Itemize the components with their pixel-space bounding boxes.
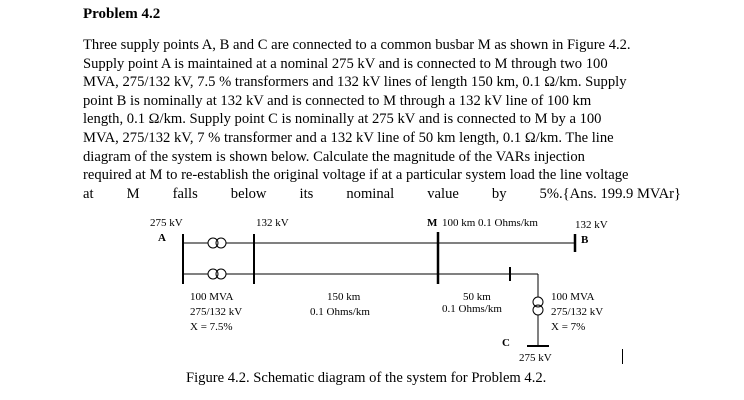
statement-last-line	[83, 185, 689, 204]
label-132kv-b: 132 kV	[575, 219, 608, 231]
label-mb-line: 100 km 0.1 Ohms/km	[442, 217, 538, 229]
statement-line: MVA, 275/132 kV, 7 % transformer and a 132 kV line of 50 km length, 0.1 Ω/km. The line	[83, 129, 614, 146]
label-c: C	[502, 337, 510, 349]
label-275kv-a: 275 kV	[150, 217, 183, 229]
problem-statement	[83, 36, 689, 203]
statement-line: Three supply points A, B and C are connected to a common busbar M as shown in Figure 4.2.	[83, 37, 631, 53]
problem-heading: Problem 4.2	[83, 6, 161, 22]
tx-a-reactance: X = 7.5%	[190, 321, 233, 333]
line-mc-length: 50 km	[463, 291, 491, 303]
tx-c-reactance: X = 7%	[551, 321, 586, 333]
statement-final-text: at M falls below its nominal value by 5%.	[83, 185, 563, 202]
label-275kv-c: 275 kV	[519, 352, 552, 364]
label-m: M	[427, 217, 438, 229]
statement-line: Supply point A is maintained at a nominal 275 kV and is connected to M through two 100	[83, 55, 608, 72]
answer-text: {Ans. 199.9 MVAr}	[562, 185, 681, 202]
label-b: B	[581, 234, 589, 246]
tx-c-rating: 100 MVA	[551, 291, 595, 303]
statement-line: point B is nominally at 132 kV and is connected to M through a 132 kV line of 100 km	[83, 92, 592, 109]
statement-line: length, 0.1 Ω/km. Supply point C is nominally at 275 kV and is connected to M by a 100	[83, 111, 602, 128]
figure-caption: Figure 4.2. Schematic diagram of the system for Problem 4.2.	[186, 370, 547, 386]
statement-line: diagram of the system is shown below. Calculate the magnitude of the VARs injection	[83, 148, 585, 165]
label-a: A	[158, 232, 166, 244]
line-mc-impedance: 0.1 Ohms/km	[442, 303, 502, 315]
label-132kv-left: 132 kV	[256, 217, 289, 229]
statement-line: MVA, 275/132 kV, 7.5 % transformers and 132 kV lines of length 150 km, 0.1 Ω/km. Supply	[83, 74, 627, 91]
statement-line: required at M to re-establish the original voltage if at a particular system load the line voltage	[83, 167, 629, 184]
tx-c-ratio: 275/132 kV	[551, 306, 604, 318]
line-am-impedance: 0.1 Ohms/km	[310, 306, 370, 318]
text-cursor	[622, 349, 623, 364]
tx-a-ratio: 275/132 kV	[190, 306, 243, 318]
single-line-diagram	[0, 210, 744, 370]
tx-a-rating: 100 MVA	[190, 291, 234, 303]
line-am-length: 150 km	[327, 291, 361, 303]
